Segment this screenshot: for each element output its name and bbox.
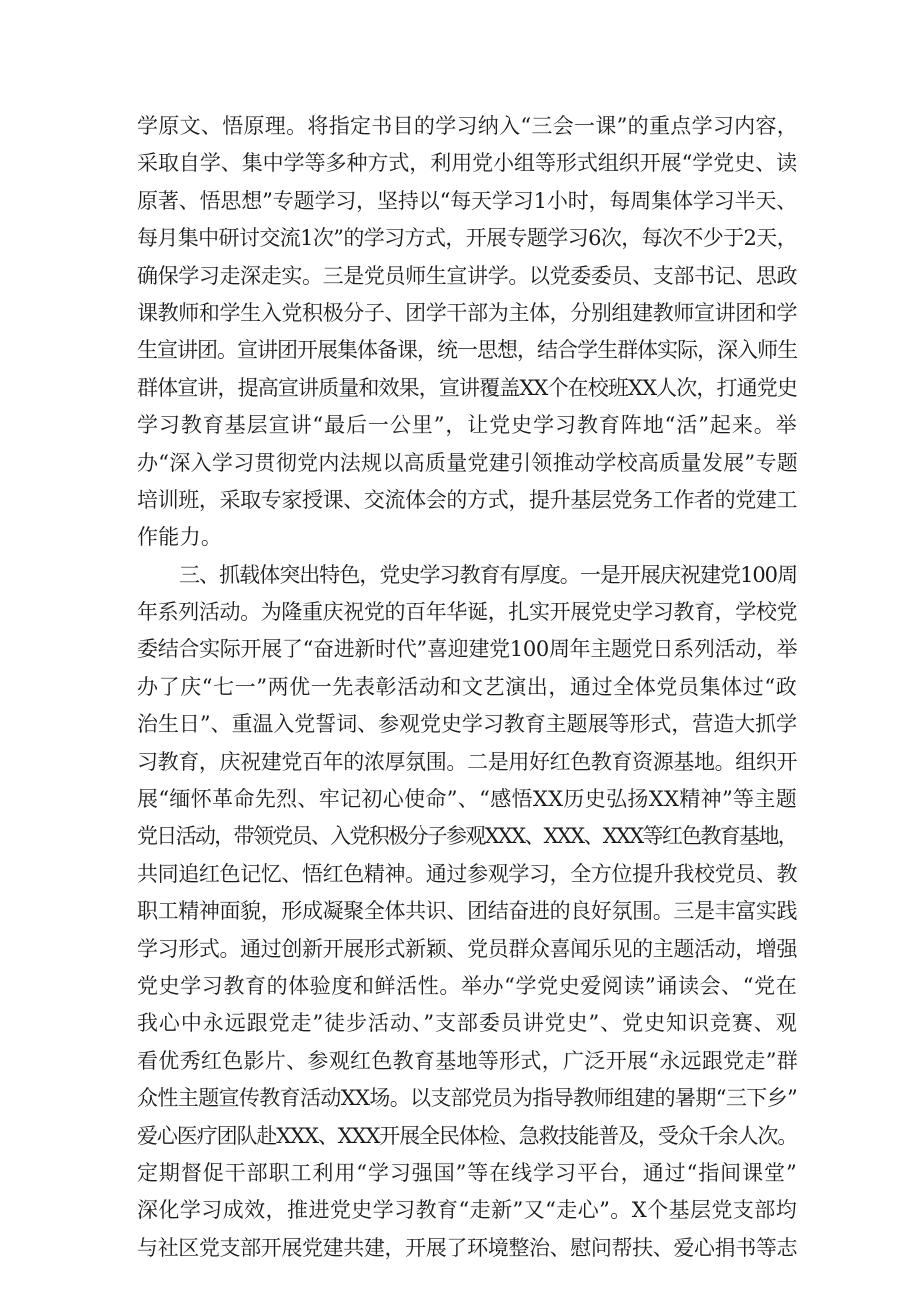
text-line: 众性主题宣传教育活动XX场。以支部党员为指导教师组建的暑期“三下乡”: [137, 1086, 797, 1111]
text-line: 职工精神面貌，形成凝聚全体共识、团结奋进的良好氛围。三是丰富实践: [137, 899, 797, 924]
text-line: 与社区党支部开展党建共建，开展了环境整治、慰问帮扶、爱心捐书等志: [137, 1235, 797, 1260]
text-line: 培训班，采取专家授课、交流体会的方式，提升基层党务工作者的党建工: [137, 487, 797, 512]
text-line: 每月集中研讨交流1次”的学习方式，开展专题学习6次，每次不少于2天，: [137, 226, 798, 251]
text-line: 生宣讲团。宣讲团开展集体备课，统一思想，结合学生群体实际，深入师生: [137, 338, 797, 363]
text-line: 原著、悟思想”专题学习，坚持以“每天学习1小时，每周集体学习半天、: [137, 188, 797, 213]
paragraph-start-line: 三、抓载体突出特色，党史学习教育有厚度。一是开展庆祝建党100周: [179, 562, 797, 587]
text-line: 党史学习教育的体验度和鲜活性。举办“学党史爱阅读”诵读会、“党在: [137, 973, 797, 998]
text-line: 采取自学、集中学等多种方式，利用党小组等形式组织开展“学党史、读: [137, 151, 797, 176]
text-line: 学原文、悟原理。将指定书目的学习纳入“三会一课”的重点学习内容，: [137, 114, 799, 138]
text-line: 看优秀红色影片、参观红色教育基地等形式，广泛开展“永远跟党走”群: [137, 1048, 799, 1073]
text-line: 定期督促干部职工利用“学习强国”等在线学习平台，通过“指间课堂”: [137, 1160, 797, 1185]
text-line: 委结合实际开展了“奋进新时代”喜迎建党100周年主题党日系列活动，举: [137, 637, 798, 662]
text-line: 共同追红色记忆、悟红色精神。通过参观学习，全方位提升我校党员、教: [137, 861, 797, 886]
text-line: 办“深入学习贯彻党内法规以高质量党建引领推动学校高质量发展”专题: [137, 450, 799, 475]
text-line: 党日活动，带领党员、入党积极分子参观XXX、XXX、XXX等红色教育基地，: [137, 824, 797, 849]
text-line: 爱心医疗团队赴XXX、XXX开展全民体检、急救技能普及，受众千余人次。: [137, 1123, 798, 1148]
text-line: 我心中永远跟党走”徒步活动、”支部委员讲党史”、党史知识竞赛、观: [137, 1011, 797, 1036]
text-line: 习教育，庆祝建党百年的浓厚氛围。二是用好红色教育资源基地。组织开: [137, 749, 797, 774]
text-line: 办了庆“七一”两优一先表彰活动和文艺演出，通过全体党员集体过“政: [137, 674, 797, 699]
text-line: 年系列活动。为隆重庆祝党的百年华诞，扎实开展党史学习教育，学校党: [137, 600, 797, 625]
text-line: 作能力。: [137, 525, 223, 550]
body-text: [137, 108, 797, 1267]
text-line: 群体宣讲，提高宣讲质量和效果，宣讲覆盖XX个在校班XX人次，打通党史: [137, 375, 797, 400]
text-line: 学习教育基层宣讲“最后一公里”，让党史学习教育阵地“活”起来。举: [137, 413, 797, 438]
text-line: 展“缅怀革命先烈、牢记初心使命”、“感悟XX历史弘扬XX精神”等主题: [137, 787, 797, 812]
text-line: 学习形式。通过创新开展形式新颖、党员群众喜闻乐见的主题活动，增强: [137, 936, 797, 961]
text-line: 深化学习成效，推进党史学习教育“走新”又“走心”。X个基层党支部均: [137, 1198, 797, 1223]
text-line: 确保学习走深走实。三是党员师生宣讲学。以党委委员、支部书记、思政: [137, 263, 797, 288]
text-line: 课教师和学生入党积极分子、团学干部为主体，分别组建教师宣讲团和学: [137, 300, 797, 325]
text-line: 治生日”、重温入党誓词、参观党史学习教育主题展等形式，营造大抓学: [137, 712, 797, 737]
